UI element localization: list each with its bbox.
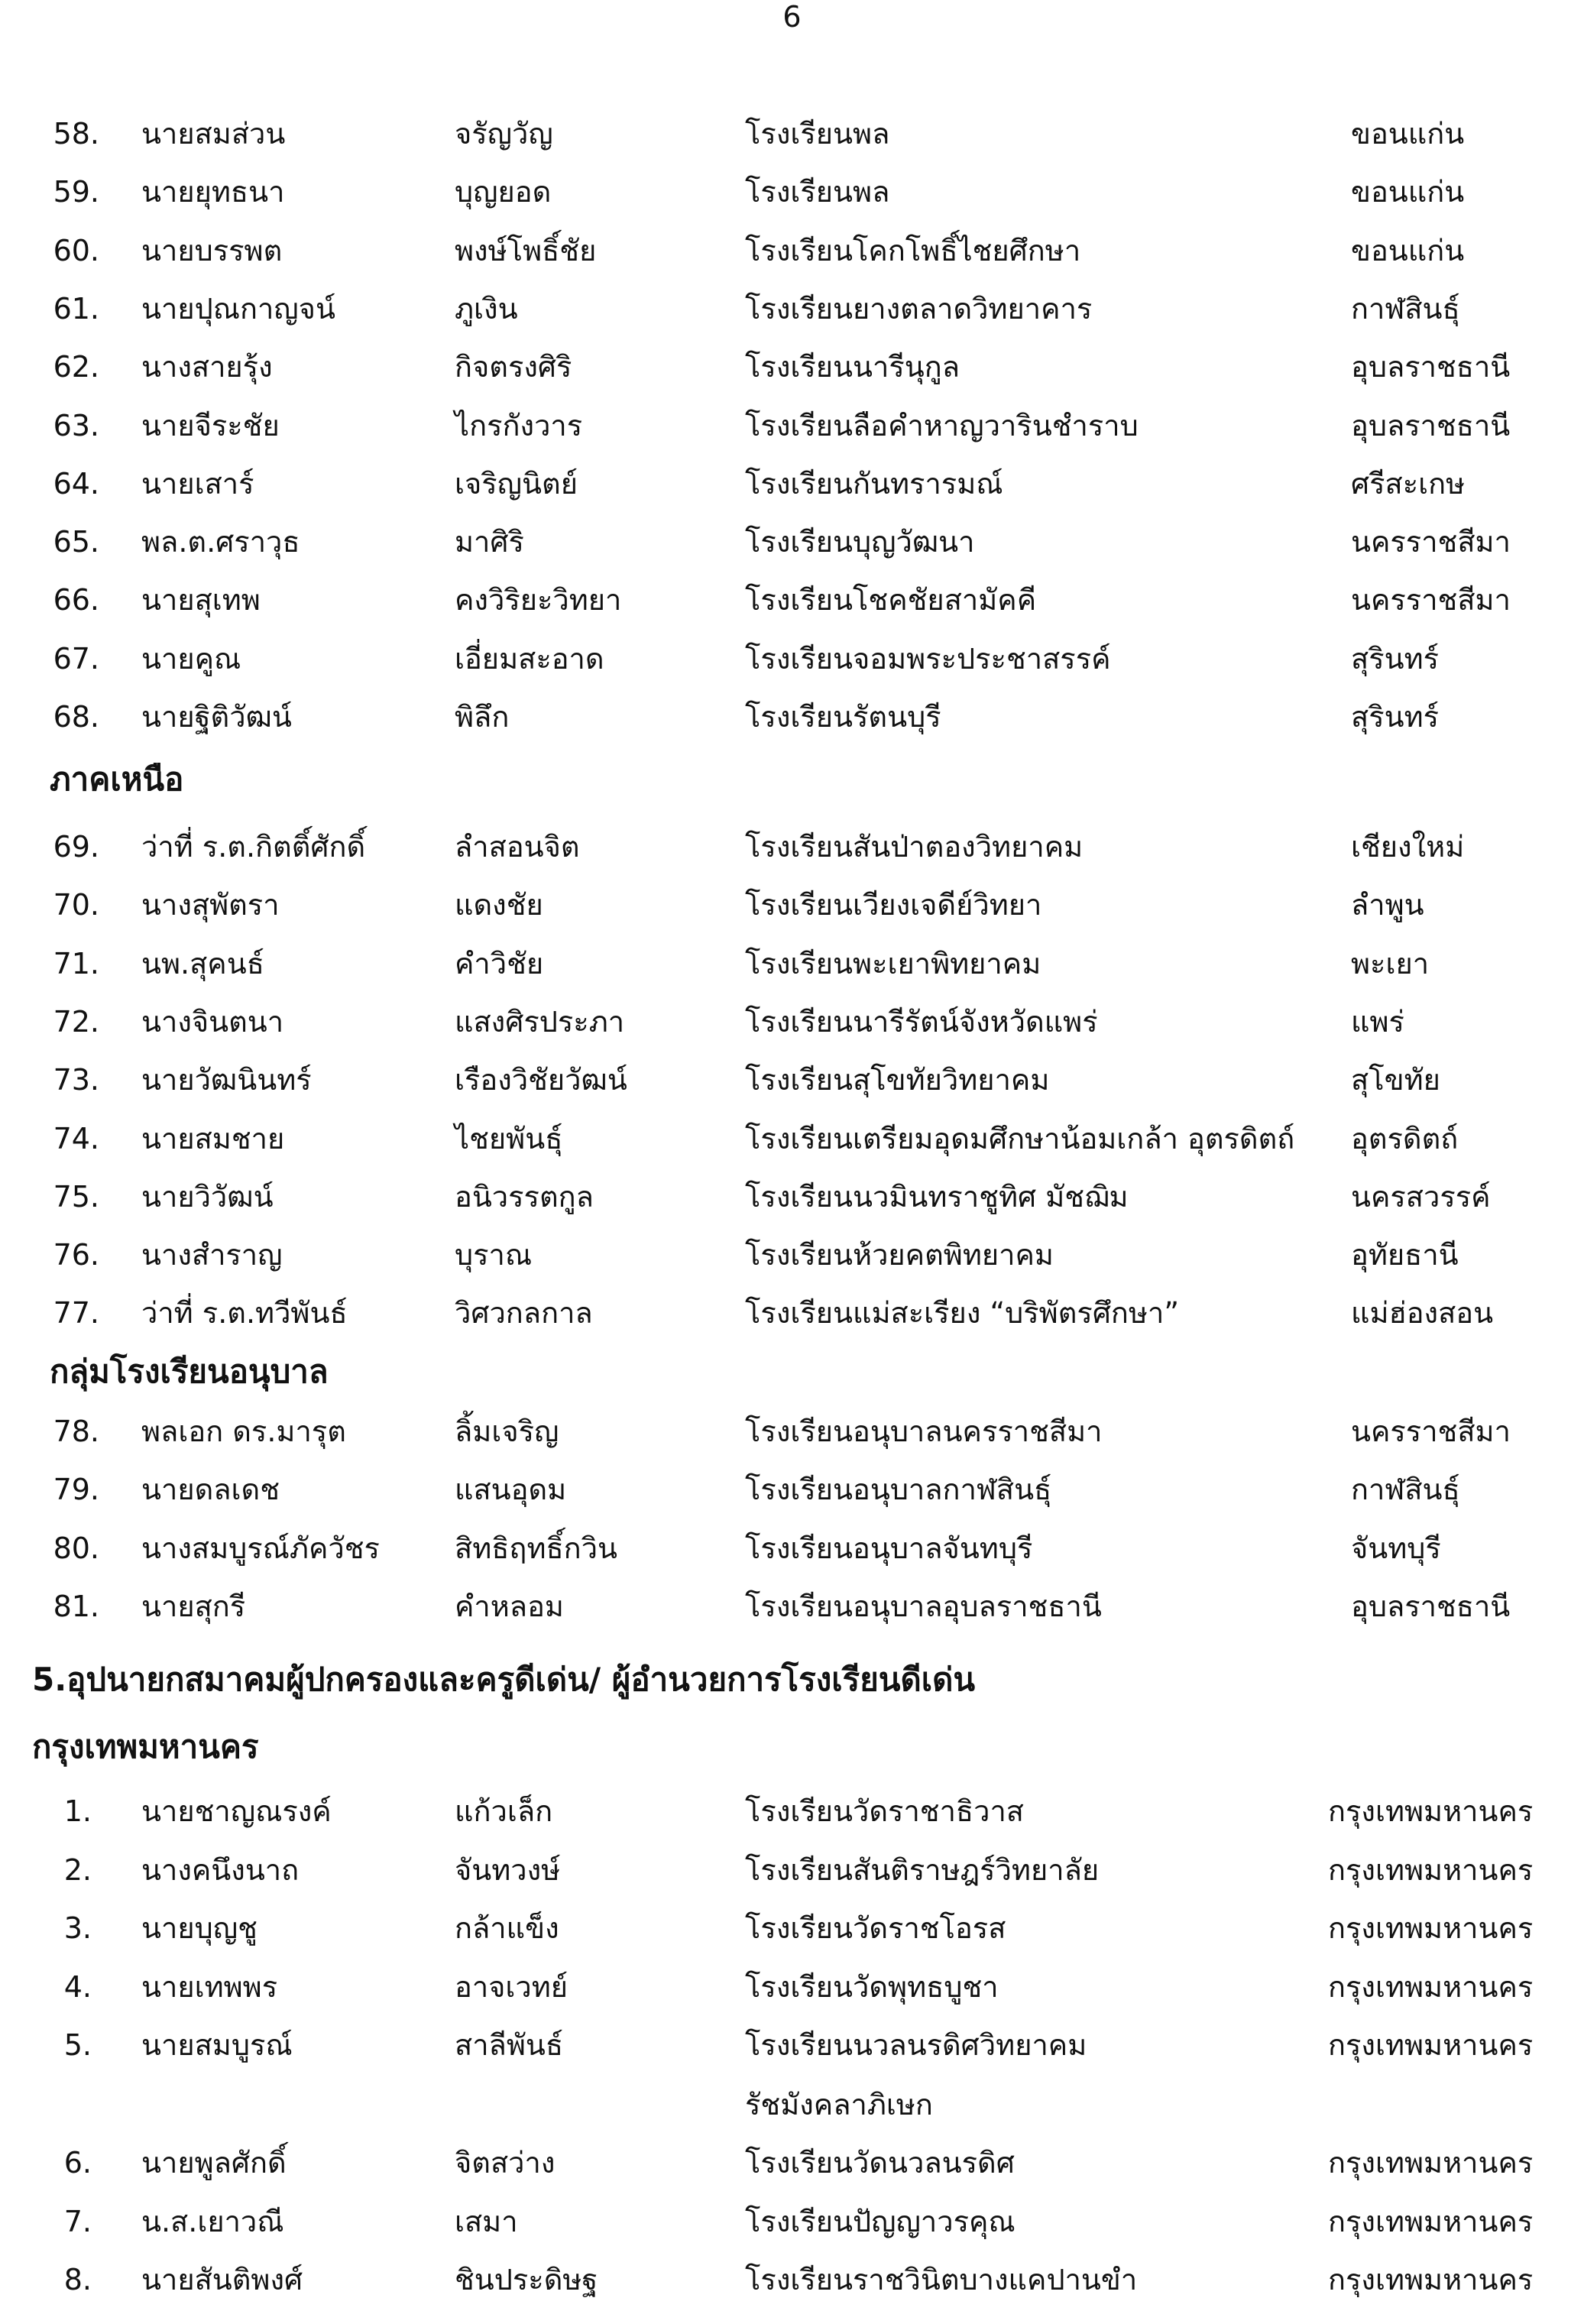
school-name: โรงเรียนพล [745, 117, 890, 151]
last-name: ลำสอนจิต [455, 830, 580, 864]
last-name: บุราณ [455, 1238, 533, 1272]
school-name: โรงเรียนห้วยคตพิทยาคม [745, 1238, 1054, 1272]
list-item [0, 1174, 1584, 1232]
first-name: นายสมส่วน [141, 117, 286, 151]
first-name: นายปุณกาญจน์ [141, 291, 335, 326]
row-number: 6. [63, 2146, 92, 2180]
school-name: โรงเรียนวัดพุทธบูชา [745, 1969, 999, 2004]
last-name: ไชยพันธุ์ [455, 1121, 563, 1156]
province: กรุงเทพมหานคร [1328, 1911, 1534, 1945]
first-name: ว่าที่ ร.ต.ทวีพันธ์ [141, 1296, 348, 1331]
school-name: โรงเรียนแม่สะเรียง “บริพัตรศึกษา” [745, 1296, 1180, 1331]
last-name: แก้วเล็ก [455, 1794, 553, 1828]
province: ขอนแก่น [1351, 175, 1465, 209]
list-item [0, 403, 1584, 461]
first-name: นายวิวัฒน์ [141, 1179, 274, 1214]
province: ศรีสะเกษ [1351, 466, 1466, 501]
school-name: โรงเรียนพะเยาพิทยาคม [745, 946, 1041, 980]
school-name: โรงเรียนพล [745, 175, 890, 209]
row-number: 64. [53, 466, 99, 501]
section-heading-5: 5.อุปนายกสมาคมผู้ปกครองและครูดีเด่น/ ผู้อำนวยการโรงเรียนดีเด่น [32, 1661, 976, 1698]
school-name: โรงเรียนราชวินิตบางแคปานขำ [745, 2263, 1138, 2296]
province: นครสวรรค์ [1351, 1179, 1491, 1214]
province: กาฬสินธุ์ [1351, 291, 1460, 326]
last-name: ชินประดิษฐ [455, 2263, 598, 2296]
school-name: โรงเรียนกันทรารมณ์ [745, 466, 1003, 501]
row-number: 78. [53, 1415, 99, 1448]
last-name: กิจตรงศิริ [455, 350, 572, 384]
row-number: 1. [63, 1794, 92, 1828]
province: กาฬสินธุ์ [1351, 1473, 1460, 1507]
row-number: 60. [53, 233, 99, 267]
last-name: เสมา [455, 2204, 518, 2238]
school-name: โรงเรียนวัดนวลนรดิศ [745, 2146, 1015, 2180]
list-item [0, 1905, 1584, 1963]
list-item [0, 169, 1584, 227]
row-number: 58. [53, 117, 99, 151]
list-item [0, 1583, 1584, 1642]
list-item [0, 1408, 1584, 1467]
last-name: คำวิชัย [455, 946, 544, 980]
list-item [0, 636, 1584, 694]
first-name: นางจินตนา [141, 1004, 284, 1039]
row-number: 8. [63, 2263, 92, 2296]
list-item [0, 111, 1584, 169]
last-name: จรัญวัญ [455, 117, 553, 151]
first-name: นางสายรุ้ง [141, 350, 273, 384]
province: อุตรดิตถ์ [1351, 1121, 1459, 1156]
school-name: โรงเรียนนารีรัตน์จังหวัดแพร่ [745, 1004, 1098, 1039]
row-number: 3. [63, 1911, 92, 1945]
row-number: 62. [53, 350, 99, 384]
row-number: 75. [53, 1179, 99, 1214]
province: กรุงเทพมหานคร [1328, 1794, 1534, 1828]
list-item [0, 286, 1584, 344]
school-name: โรงเรียนลือคำหาญวารินชำราบ [745, 408, 1139, 442]
school-name: โรงเรียนนวลนรดิศวิทยาคม [745, 2028, 1087, 2062]
school-name: โรงเรียนอนุบาลกาฬสินธุ์ [745, 1473, 1052, 1507]
last-name: สิทธิฤทธิ์กวิน [455, 1531, 618, 1565]
list-item [0, 228, 1584, 286]
list-item [0, 1788, 1584, 1846]
row-number: 79. [53, 1473, 99, 1507]
school-name: โรงเรียนอนุบาลอุบลราชธานี [745, 1589, 1102, 1623]
last-name: คำหลอม [455, 1589, 564, 1623]
region-heading-bangkok: กรุงเทพมหานคร [32, 1728, 259, 1765]
first-name: นางสุพัตรา [141, 888, 280, 922]
list-item [0, 824, 1584, 882]
first-name: นายสมบูรณ์ [141, 2028, 293, 2062]
row-number: 81. [53, 1589, 99, 1623]
first-name: นายดลเดช [141, 1473, 280, 1507]
school-name: โรงเรียนสันติราษฎร์วิทยาลัย [745, 1852, 1100, 1887]
province: กรุงเทพมหานคร [1328, 2146, 1534, 2180]
row-number: 73. [53, 1063, 99, 1097]
province: ลำพูน [1351, 888, 1424, 922]
last-name: แสนอุดม [455, 1473, 567, 1507]
first-name: นายสมชาย [141, 1121, 285, 1156]
province: ขอนแก่น [1351, 117, 1465, 151]
row-number: 59. [53, 175, 99, 209]
last-name: พิลึก [455, 700, 510, 734]
page-number: 6 [782, 0, 802, 34]
last-name: เจริญนิตย์ [455, 466, 578, 501]
province: กรุงเทพมหานคร [1328, 2028, 1534, 2062]
last-name: ภูเงิน [455, 291, 518, 326]
province: อุบลราชธานี [1351, 408, 1511, 442]
school-name-continuation: รัชมังคลาภิเษก [745, 2088, 933, 2121]
province: สุโขทัย [1351, 1063, 1440, 1097]
first-name: ว่าที่ ร.ต.กิตติ์ศักดิ์ [141, 830, 366, 864]
list-item [0, 461, 1584, 519]
list-item [0, 344, 1584, 402]
province: แพร่ [1351, 1004, 1404, 1039]
school-name: โรงเรียนเตรียมอุดมศึกษาน้อมเกล้า อุตรดิตถ์ [745, 1121, 1295, 1156]
school-name: โรงเรียนรัตนบุรี [745, 700, 941, 734]
row-number: 70. [53, 888, 99, 922]
school-name: โรงเรียนสันป่าตองวิทยาคม [745, 830, 1084, 864]
school-name: โรงเรียนอนุบาลนครราชสีมา [745, 1415, 1103, 1448]
row-number: 74. [53, 1121, 99, 1156]
row-number: 68. [53, 700, 99, 734]
list-item [0, 1467, 1584, 1525]
first-name: นายวัฒนินทร์ [141, 1063, 312, 1097]
row-number: 63. [53, 408, 99, 442]
list-item [0, 519, 1584, 577]
row-number: 5. [63, 2028, 92, 2062]
school-name: โรงเรียนปัญญาวรคุณ [745, 2204, 1016, 2238]
province: ขอนแก่น [1351, 233, 1465, 267]
province: อุบลราชธานี [1351, 1589, 1511, 1623]
row-number: 76. [53, 1238, 99, 1272]
school-name: โรงเรียนนวมินทราชูทิศ มัชฌิม [745, 1179, 1129, 1214]
last-name: แดงชัย [455, 888, 543, 922]
list-item [0, 2022, 1584, 2080]
province: อุบลราชธานี [1351, 350, 1511, 384]
last-name: จันทวงษ์ [455, 1852, 561, 1887]
row-number: 69. [53, 830, 99, 864]
list-item [0, 999, 1584, 1057]
last-name: บุญยอด [455, 175, 552, 209]
first-name: นายบุญชู [141, 1911, 258, 1945]
first-name: นายฐิติวัฒน์ [141, 700, 292, 734]
school-name: โรงเรียนยางตลาดวิทยาคาร [745, 291, 1093, 326]
province: นครราชสีมา [1351, 1415, 1511, 1448]
last-name: เอี่ยมสะอาด [455, 641, 604, 676]
first-name: นายบรรพต [141, 233, 283, 267]
list-item [0, 577, 1584, 635]
school-name: โรงเรียนเวียงเจดีย์วิทยา [745, 888, 1042, 922]
province: นครราชสีมา [1351, 525, 1511, 559]
row-number: 66. [53, 583, 99, 617]
last-name: อนิวรรตกูล [455, 1179, 594, 1214]
first-name: นายสันติพงศ์ [141, 2263, 303, 2296]
first-name: นางสมบูรณ์ภัควัชร [141, 1531, 380, 1565]
first-name: นายชาญณรงค์ [141, 1794, 332, 1828]
first-name: นายจีระชัย [141, 408, 280, 442]
row-number: 80. [53, 1531, 99, 1565]
first-name: นายเสาร์ [141, 466, 254, 501]
list-item [0, 1057, 1584, 1115]
last-name: จิตสว่าง [455, 2146, 556, 2180]
list-item [0, 941, 1584, 999]
last-name: พงษ์โพธิ์ชัย [455, 233, 597, 267]
row-number: 7. [63, 2204, 92, 2238]
province: สุรินทร์ [1351, 641, 1440, 676]
province: กรุงเทพมหานคร [1328, 1852, 1534, 1887]
list-item [0, 1116, 1584, 1174]
province: กรุงเทพมหานคร [1328, 1969, 1534, 2004]
row-number: 61. [53, 291, 99, 326]
last-name: วิศวกลกาล [455, 1296, 593, 1331]
row-number: 72. [53, 1004, 99, 1039]
last-name: สาลีพันธ์ [455, 2028, 564, 2062]
row-number: 2. [63, 1852, 92, 1887]
school-name: โรงเรียนวัดราชโอรส [745, 1911, 1006, 1945]
school-name: โรงเรียนจอมพระประชาสรรค์ [745, 641, 1111, 676]
first-name: พลเอก ดร.มารุต [141, 1415, 346, 1448]
school-name: โรงเรียนนารีนุกูล [745, 350, 960, 384]
first-name: นายเทพพร [141, 1969, 278, 2004]
last-name: กล้าแข็ง [455, 1911, 559, 1945]
row-number: 67. [53, 641, 99, 676]
school-name: โรงเรียนสุโขทัยวิทยาคม [745, 1063, 1050, 1097]
first-name: พล.ต.ศราวุธ [141, 525, 300, 559]
list-item [0, 1290, 1584, 1348]
first-name: นายคูณ [141, 641, 241, 676]
list-item [0, 2140, 1584, 2198]
last-name: มาศิริ [455, 525, 524, 559]
row-number: 4. [63, 1969, 92, 2004]
last-name: อาจเวทย์ [455, 1969, 568, 2004]
first-name: นายสุกรี [141, 1589, 246, 1623]
province: กรุงเทพมหานคร [1328, 2263, 1534, 2296]
school-name: โรงเรียนบุญวัฒนา [745, 525, 975, 559]
school-name: โรงเรียนโชคชัยสามัคคี [745, 583, 1037, 617]
school-name: โรงเรียนอนุบาลจันทบุรี [745, 1531, 1033, 1565]
province: นครราชสีมา [1351, 583, 1511, 617]
region-heading-north: ภาคเหนือ [50, 760, 184, 798]
last-name: ลิ้มเจริญ [455, 1415, 559, 1448]
list-item [0, 882, 1584, 940]
first-name: นางคนึงนาถ [141, 1852, 300, 1887]
list-item [0, 2199, 1584, 2257]
first-name: นายพูลศักดิ์ [141, 2146, 287, 2180]
row-number: 77. [53, 1296, 99, 1331]
first-name: น.ส.เยาวณี [141, 2204, 284, 2238]
list-item [0, 694, 1584, 752]
province: กรุงเทพมหานคร [1328, 2204, 1534, 2238]
row-number: 71. [53, 946, 99, 980]
province: พะเยา [1351, 946, 1430, 980]
province: แม่ฮ่องสอน [1351, 1296, 1494, 1331]
list-item [0, 2257, 1584, 2315]
row-number: 65. [53, 525, 99, 559]
first-name: นายสุเทพ [141, 583, 261, 617]
last-name: เรืองวิชัยวัฒน์ [455, 1063, 627, 1097]
province: สุรินทร์ [1351, 700, 1440, 734]
school-name: โรงเรียนโคกโพธิ์ไชยศึกษา [745, 233, 1081, 267]
province: จันทบุรี [1351, 1531, 1441, 1565]
first-name: นางสำราญ [141, 1238, 283, 1272]
list-item [0, 1964, 1584, 2022]
list-item [0, 1525, 1584, 1583]
last-name: แสงศิรประภา [455, 1004, 625, 1039]
list-item [0, 1847, 1584, 1905]
last-name: คงวิริยะวิทยา [455, 583, 622, 617]
province: อุทัยธานี [1351, 1238, 1459, 1272]
list-item [0, 1232, 1584, 1290]
first-name: นพ.สุคนธ์ [141, 946, 264, 980]
first-name: นายยุทธนา [141, 175, 285, 209]
province: เชียงใหม่ [1351, 830, 1465, 864]
last-name: ไกรกังวาร [455, 408, 583, 442]
school-name: โรงเรียนวัดราชาธิวาส [745, 1794, 1024, 1828]
group-heading-kindergarten: กลุ่มโรงเรียนอนุบาล [50, 1353, 329, 1390]
